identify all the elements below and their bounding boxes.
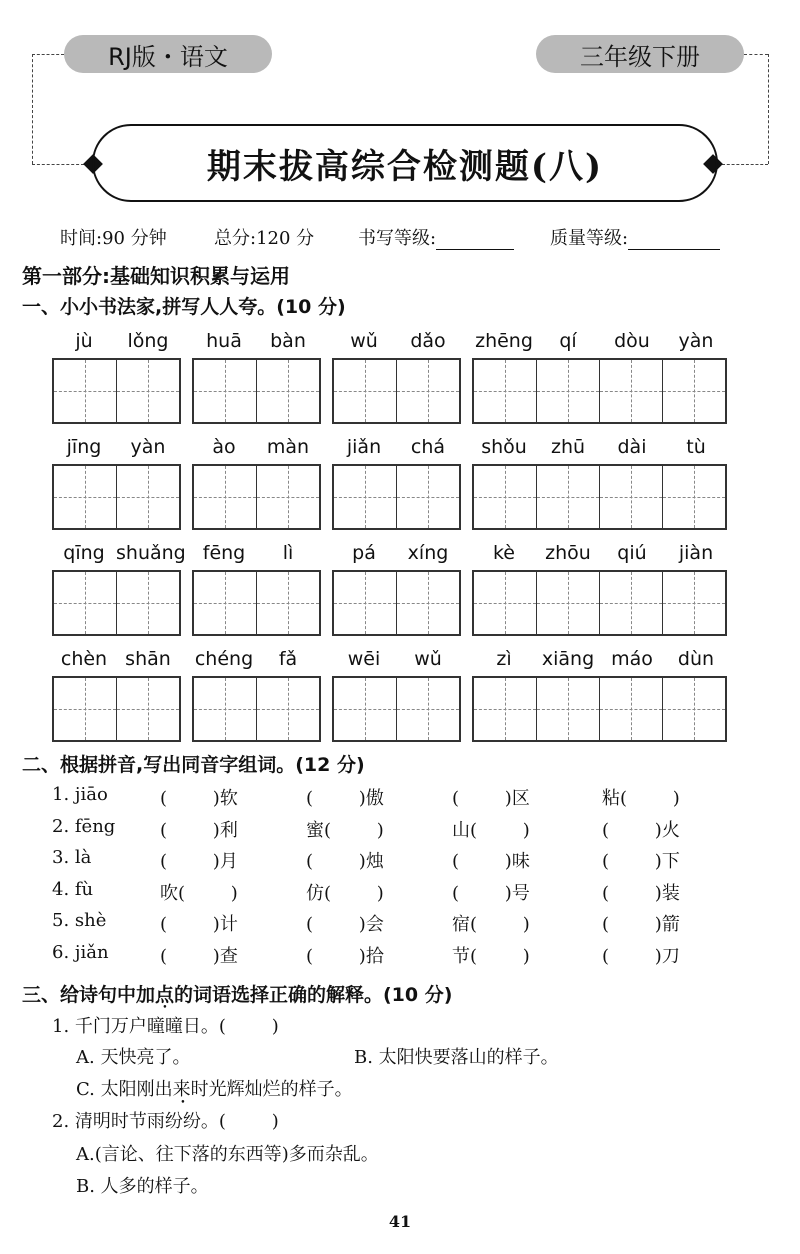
dotted-word: 曈曈 <box>146 1016 183 1037</box>
writing-grade-label: 书写等级: <box>358 228 437 249</box>
q2-pinyin: 2. fēng <box>52 815 116 837</box>
writing-grid[interactable] <box>52 358 181 424</box>
writing-cell[interactable] <box>257 678 319 740</box>
q3-item-1-pre: 1. 千门万户 <box>52 1016 147 1037</box>
writing-cell[interactable] <box>54 678 117 740</box>
writing-cell[interactable] <box>474 572 537 634</box>
pinyin-label: yàn <box>678 330 714 352</box>
dashed-line <box>744 54 768 55</box>
writing-cell[interactable] <box>54 466 117 528</box>
writing-grid[interactable] <box>332 358 461 424</box>
pinyin-label: xíng <box>407 542 449 564</box>
pinyin-label: qí <box>559 330 577 352</box>
writing-cell[interactable] <box>600 360 663 422</box>
writing-cell[interactable] <box>334 572 397 634</box>
writing-grade <box>358 224 514 250</box>
q2-blank-word[interactable]: ( )箭 <box>602 914 680 935</box>
q2-blank-word[interactable]: ( )月 <box>160 851 238 872</box>
writing-grid[interactable] <box>472 358 727 424</box>
pinyin-label: ào <box>212 436 236 458</box>
writing-cell[interactable] <box>600 572 663 634</box>
q2-pinyin: 6. jiǎn <box>52 941 109 963</box>
q2-blank-word[interactable]: ( )装 <box>602 882 680 904</box>
q2-title: 二、根据拼音,写出同音字组词。(12 分) <box>22 754 365 776</box>
writing-cell[interactable] <box>663 678 725 740</box>
q2-blank-word[interactable]: ( )味 <box>452 851 530 872</box>
writing-grid[interactable] <box>52 570 181 636</box>
writing-cell[interactable] <box>257 360 319 422</box>
q2-blank-word[interactable]: 山( ) <box>452 819 530 841</box>
pinyin-label: qīng <box>63 542 105 564</box>
q2-pinyin: 5. shè <box>52 910 107 931</box>
page-number: 41 <box>388 1212 412 1231</box>
q2-blank-word[interactable]: ( )号 <box>452 882 530 904</box>
q3-item-2-option-a: A.(言论、往下落的东西等)多而杂乱。 <box>76 1144 379 1165</box>
writing-grid[interactable] <box>332 676 461 742</box>
writing-grid[interactable] <box>472 464 727 530</box>
pinyin-label: wēi <box>347 648 381 670</box>
q2-blank-word[interactable]: 粘( ) <box>602 788 680 809</box>
q2-blank-word[interactable]: ( )刀 <box>602 945 680 967</box>
q2-blank-word[interactable]: ( )拾 <box>306 945 384 967</box>
q2-blank-word[interactable]: ( )软 <box>160 788 238 809</box>
pinyin-label: zì <box>496 648 512 670</box>
pinyin-label: dǎo <box>410 330 446 352</box>
pinyin-label: lǒng <box>127 330 169 352</box>
writing-cell[interactable] <box>537 360 600 422</box>
writing-cell[interactable] <box>194 572 257 634</box>
page-title: 期末拔高综合检测题(八) <box>92 124 718 202</box>
writing-cell[interactable] <box>397 572 459 634</box>
q2-pinyin: 1. jiāo <box>52 784 108 805</box>
q2-blank-word[interactable]: ( )计 <box>160 914 238 935</box>
q3-item-2 <box>52 1107 279 1133</box>
pinyin-label: máo <box>611 648 653 670</box>
writing-grid[interactable] <box>192 676 321 742</box>
pinyin-label: màn <box>266 436 310 458</box>
pinyin-label: pá <box>352 542 376 564</box>
pinyin-label: zhēng <box>475 330 533 352</box>
q2-blank-word[interactable]: ( )利 <box>160 819 238 841</box>
q2-blank-word[interactable]: ( )烛 <box>306 851 384 872</box>
q3-item-2-option-b: B. 人多的样子。 <box>76 1176 209 1197</box>
writing-cell[interactable] <box>663 572 725 634</box>
pinyin-label: lì <box>282 542 294 564</box>
writing-cell[interactable] <box>663 466 725 528</box>
quality-grade-label: 质量等级: <box>550 228 629 249</box>
pinyin-label: shān <box>125 648 171 670</box>
writing-cell[interactable] <box>117 466 179 528</box>
writing-grid[interactable] <box>192 358 321 424</box>
pinyin-label: wǔ <box>414 648 442 670</box>
writing-cell[interactable] <box>257 466 319 528</box>
pinyin-label: fǎ <box>278 648 298 670</box>
writing-grid[interactable] <box>52 464 181 530</box>
q2-blank-word[interactable]: 宿( ) <box>452 914 530 935</box>
writing-cell[interactable] <box>334 678 397 740</box>
pinyin-label: chèn <box>60 648 108 670</box>
q3-item-1-option-c: C. 太阳刚出来时光辉灿烂的样子。 <box>76 1079 353 1100</box>
writing-grid[interactable] <box>472 676 727 742</box>
dashed-line <box>32 54 64 55</box>
writing-cell[interactable] <box>194 360 257 422</box>
dotted-word: 纷纷 <box>164 1111 201 1132</box>
pinyin-label: shuǎng <box>116 542 186 564</box>
q2-blank-word[interactable]: ( )火 <box>602 819 680 841</box>
writing-cell[interactable] <box>474 360 537 422</box>
pinyin-label: shǒu <box>481 436 527 458</box>
pinyin-label: kè <box>492 542 515 564</box>
q3-item-2-post: 。( ) <box>200 1111 279 1132</box>
writing-grid[interactable] <box>472 570 727 636</box>
pinyin-label: jù <box>75 330 93 352</box>
pinyin-label: yàn <box>130 436 166 458</box>
writing-cell[interactable] <box>397 678 459 740</box>
pinyin-label: huā <box>206 330 242 352</box>
grade-tag: 三年级下册 <box>536 35 744 73</box>
pinyin-label: bàn <box>270 330 306 352</box>
writing-grid[interactable] <box>192 570 321 636</box>
quality-grade-blank[interactable] <box>628 231 720 250</box>
writing-grade-blank[interactable] <box>436 231 514 250</box>
q1-title: 一、小小书法家,拼写人人夸。(10 分) <box>22 296 346 318</box>
pinyin-label: xiāng <box>541 648 595 670</box>
writing-cell[interactable] <box>397 466 459 528</box>
q2-pinyin: 3. là <box>52 847 92 868</box>
writing-cell[interactable] <box>397 360 459 422</box>
q2-blank-word[interactable]: 蜜( ) <box>306 819 384 841</box>
dashed-line <box>768 54 769 164</box>
dashed-line <box>722 164 768 165</box>
writing-grid[interactable] <box>52 676 181 742</box>
pinyin-label: qiú <box>617 542 647 564</box>
pinyin-label: jīng <box>66 436 102 458</box>
dashed-line <box>32 54 33 164</box>
writing-cell[interactable] <box>600 678 663 740</box>
q2-blank-word[interactable]: ( )查 <box>160 945 238 967</box>
q3-item-1-post: 日。( ) <box>182 1016 279 1037</box>
q2-pinyin: 4. fù <box>52 878 94 900</box>
pinyin-label: chéng <box>194 648 254 670</box>
writing-cell[interactable] <box>194 678 257 740</box>
q3-item-1-option-a: A. 天快亮了。 <box>76 1047 191 1068</box>
q2-blank-word[interactable]: ( )会 <box>306 914 384 935</box>
writing-cell[interactable] <box>334 360 397 422</box>
writing-cell[interactable] <box>334 466 397 528</box>
pinyin-label: zhōu <box>545 542 591 564</box>
quality-grade <box>550 224 720 250</box>
q2-blank-word[interactable]: ( )区 <box>452 788 530 809</box>
writing-cell[interactable] <box>117 360 179 422</box>
q3-item-1 <box>52 1012 279 1038</box>
q3-title: 三、给诗句中加点的词语选择正确的解释。(10 分) <box>22 984 453 1006</box>
q2-blank-word[interactable]: 节( ) <box>452 945 530 967</box>
dashed-line <box>32 164 84 165</box>
writing-cell[interactable] <box>537 678 600 740</box>
writing-grid[interactable] <box>332 464 461 530</box>
pinyin-label: zhū <box>550 436 586 458</box>
writing-cell[interactable] <box>537 572 600 634</box>
writing-cell[interactable] <box>257 572 319 634</box>
pinyin-label: fēng <box>202 542 246 564</box>
writing-cell[interactable] <box>117 678 179 740</box>
writing-cell[interactable] <box>663 360 725 422</box>
writing-cell[interactable] <box>600 466 663 528</box>
writing-grid[interactable] <box>332 570 461 636</box>
pinyin-label: dùn <box>677 648 715 670</box>
time-info: 时间:90 分钟 <box>60 228 167 249</box>
writing-cell[interactable] <box>474 466 537 528</box>
q2-blank-word[interactable]: ( )傲 <box>306 788 384 809</box>
writing-cell[interactable] <box>54 572 117 634</box>
pinyin-label: wǔ <box>350 330 378 352</box>
writing-cell[interactable] <box>474 678 537 740</box>
pinyin-label: dòu <box>614 330 650 352</box>
writing-grid[interactable] <box>192 464 321 530</box>
writing-cell[interactable] <box>54 360 117 422</box>
writing-cell[interactable] <box>537 466 600 528</box>
pinyin-label: tù <box>686 436 706 458</box>
writing-cell[interactable] <box>194 466 257 528</box>
q3-item-2-pre: 2. 清明时节雨 <box>52 1111 165 1132</box>
pinyin-label: jiǎn <box>346 436 382 458</box>
q2-blank-word[interactable]: 吹( ) <box>160 882 238 904</box>
pinyin-label: chá <box>410 436 446 458</box>
q2-blank-word[interactable]: ( )下 <box>602 851 680 872</box>
q2-blank-word[interactable]: 仿( ) <box>306 882 384 904</box>
score-info: 总分:120 分 <box>214 228 315 249</box>
writing-cell[interactable] <box>117 572 179 634</box>
part-title: 第一部分:基础知识积累与运用 <box>22 264 290 288</box>
subject-tag: RJ版・语文 <box>64 35 272 73</box>
pinyin-label: jiàn <box>678 542 714 564</box>
q3-item-1-option-b: B. 太阳快要落山的样子。 <box>354 1047 559 1068</box>
pinyin-label: dài <box>617 436 647 458</box>
